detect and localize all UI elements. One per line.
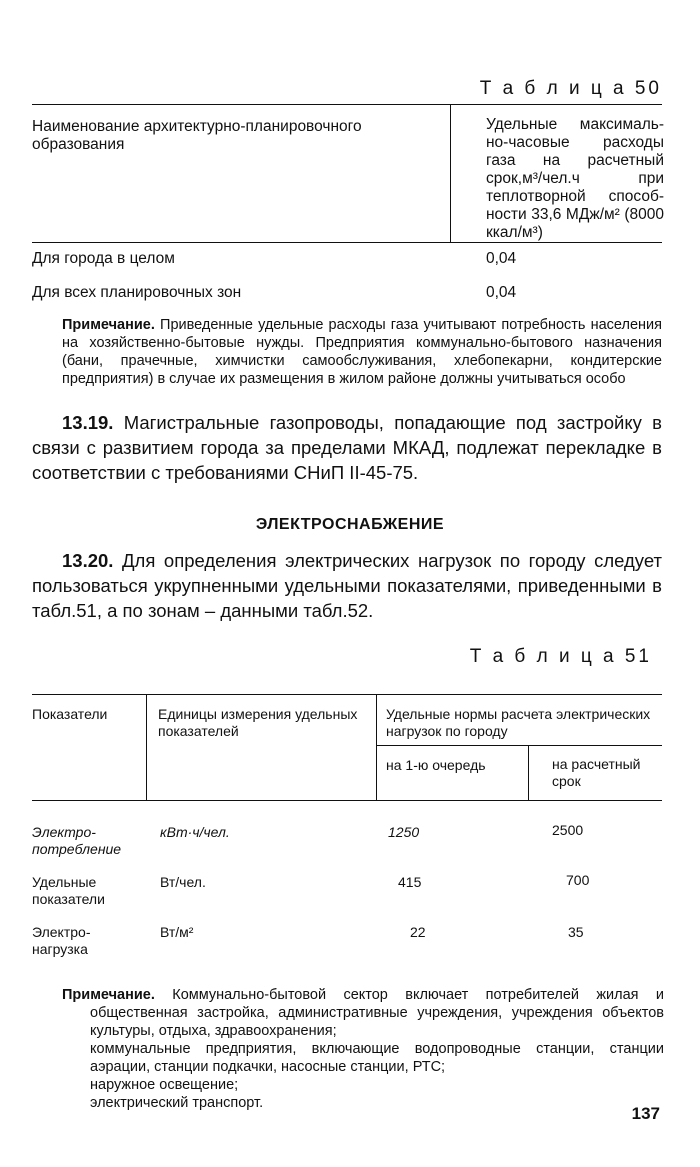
table-51-header-first-stage: на 1-ю очередь [386,757,486,773]
paragraph-13-20 [32,548,662,623]
table-51-note-line-3: наружное освещение; [90,1077,239,1093]
table-51-note-line-4: электрический транспорт. [90,1095,264,1111]
table-50-row-1-name: Для города в целом [32,250,175,267]
table-51-note-text-1: Коммунально-бытовой сектор включает потребителей жилая и общественная застройка, административные учреждения, учреждения объектов культуры, отдыха, здравоохранения; [90,987,664,1039]
table-50-row-1-value: 0,04 [486,250,517,267]
table-50-note-text: Приведенные удельные расходы газа учитывают потребность населения на хозяйственно-бытовые нужды. Предприятия коммунально-бытового назначения (бани, прачечные, химчистки самообслуживания, хлебопекарни, кондитерские предприятия) в случае их размещения в жилом районе должны учитываться особо [62,317,662,387]
table-51-header-units: Единицы измерения удельных показателей [158,706,358,739]
table-51-header-rule [32,800,662,801]
table-50-title: Т а б л и ц а 50 [479,78,662,99]
paragraph-13-19-text: Магистральные газопроводы, попадающие под застройку в связи с развитием города за пределами МКАД, подлежат перекладке в соответствии с требованиями СНиП II-45-75. [32,412,663,483]
table-51-row-1-indicator: Электро-потребление [32,824,122,857]
table-50-note [62,316,662,388]
table-51-row-2-first: 415 [398,874,422,890]
table-51-note-line-2: коммунальные предприятия, включающие водопроводные станции, станции аэрации, станции подкачки, насосные станции, РТС; [90,1041,664,1075]
table-51-note [62,986,664,1112]
table-51-note-label: Примечание. [62,987,155,1003]
table-51-row-3-unit: Вт/м² [160,924,194,940]
table-51-row-2-unit: Вт/чел. [160,874,206,890]
table-51-top-rule [32,694,662,695]
table-51-divider-2 [376,694,377,800]
table-50-header-rule [32,242,662,243]
table-50-row-2-name: Для всех планировочных зон [32,284,242,301]
page-number: 137 [631,1104,660,1123]
table-51-row-3-target: 35 [568,924,584,940]
table-51-title: Т а б л и ц а 51 [469,646,652,667]
paragraph-13-20-number: 13.20. [62,550,114,571]
table-51-divider-3 [528,745,529,800]
table-51-header-target: на расчетный срок [552,756,641,789]
table-50-top-rule [32,104,662,105]
table-51-divider-1 [146,694,147,800]
table-51-row-1-target: 2500 [552,822,584,838]
table-51-row-3-indicator: Электро-нагрузка [32,924,91,957]
section-heading-electricity: ЭЛЕКТРОСНАБЖЕНИЕ [255,516,445,533]
table-51-header-indicators: Показатели [32,706,108,722]
table-51-row-2-indicator: Удельные показатели [32,874,105,907]
paragraph-13-20-text: Для определения электрических нагрузок по городу следует пользоваться укрупненными удельными показателями, приведенными в табл.51, а по зонам – данными табл.52. [32,550,662,621]
table-50-note-label: Примечание. [62,317,155,333]
table-51-note-line-1 [62,986,664,1040]
paragraph-13-19 [32,410,662,485]
table-50-column-divider [450,104,451,242]
table-51-header-norms: Удельные нормы расчета электрических нагрузок по городу [386,706,651,739]
table-50-col1-header: Наименование архитектурно-планировочного образования [32,118,362,153]
table-50-row-2-value: 0,04 [486,284,517,301]
table-50-col2-header: Удельные максималь-но-часовые расходы газа на расчетный срок,м³/чел.ч при теплотворной способ-ности 33,6 МДж/м² (8000 ккал/м³) [486,116,664,241]
table-51-row-2-target: 700 [566,872,590,888]
table-51-row-1-first: 1250 [388,824,420,840]
table-51-row-1-unit: кВт·ч/чел. [160,824,230,840]
table-51-row-3-first: 22 [410,924,426,940]
paragraph-13-19-number: 13.19. [62,412,114,433]
table-51-subheader-rule [376,745,662,746]
